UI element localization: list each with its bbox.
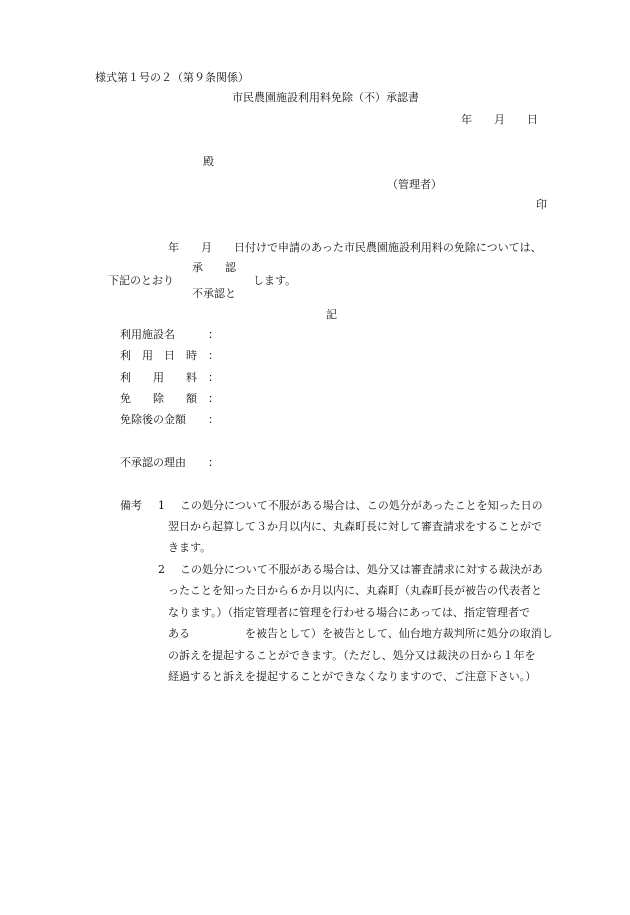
ki-heading: 記: [326, 308, 337, 321]
reject-reason-row: [120, 457, 219, 468]
item-label: 免除後の金額: [120, 413, 186, 426]
item-label: 免 除 額: [120, 392, 197, 405]
note-2-number: 2: [158, 563, 165, 576]
item-colon: ：: [208, 328, 219, 341]
note-2-line: この処分について不服がある場合は、処分又は審査請求に対する裁決があ: [180, 563, 543, 576]
note-2-line: ったことを知った日から６か月以内に、丸森町（丸森町長が被告の代表者と: [168, 584, 542, 597]
item-label: 利用施設名: [120, 328, 175, 341]
note-1-line: 翌日から起算して３か月以内に、丸森町長に対して審査請求をすることがで: [168, 520, 542, 533]
item-colon: ：: [208, 392, 219, 405]
note-2-line: なります。）（指定管理者に管理を行わせる場合にあっては、指定管理者で: [168, 606, 531, 619]
option-reject: 不承認と: [192, 287, 236, 300]
note-1-line: きます。: [168, 541, 212, 554]
item-colon: ：: [208, 349, 219, 362]
form-label: 様式第１号の２（第９条関係）: [95, 71, 249, 84]
option-approve: 承 認: [192, 261, 236, 274]
manager-label: （管理者）: [387, 178, 442, 191]
reject-reason-label: 不承認の理由: [120, 456, 186, 469]
item-row-after-exemption: [120, 414, 219, 425]
note-2-line: ある を被告として）を被告として、仙台地方裁判所に処分の取消し: [168, 627, 553, 640]
body-line-1: 年 月 日付けで申請のあった市民農園施設利用料の免除については、: [168, 241, 542, 254]
remarks-heading: 備考: [120, 499, 142, 512]
body-line-2-prefix: 下記のとおり: [108, 274, 174, 287]
reject-reason-colon: ：: [208, 456, 219, 469]
addressee-suffix: 殿: [203, 155, 214, 168]
document-title: 市民農園施設利用料免除（不）承認書: [232, 91, 419, 104]
item-row-exemption: [120, 393, 219, 404]
seal-label: 印: [536, 198, 547, 211]
issue-date-line: 年 月 日: [461, 113, 538, 126]
body-line-2-suffix: します。: [253, 274, 297, 287]
note-2-line: 経過すると訴えを提起することができなくなりますので、ご注意下さい。）: [168, 670, 537, 683]
item-label: 利 用 日 時: [120, 349, 197, 362]
note-2-line: の訴えを提起することができます。（ただし、処分又は裁決の日から１年を: [168, 649, 536, 662]
item-label: 利 用 料: [120, 371, 197, 384]
note-1-line: この処分について不服がある場合は、この処分があったことを知った日の: [180, 499, 543, 512]
item-colon: ：: [208, 371, 219, 384]
item-row-datetime: [120, 350, 219, 361]
note-1-number: 1: [158, 499, 165, 512]
item-row-facility: [120, 329, 219, 340]
item-colon: ：: [208, 413, 219, 426]
item-row-fee: [120, 372, 219, 383]
